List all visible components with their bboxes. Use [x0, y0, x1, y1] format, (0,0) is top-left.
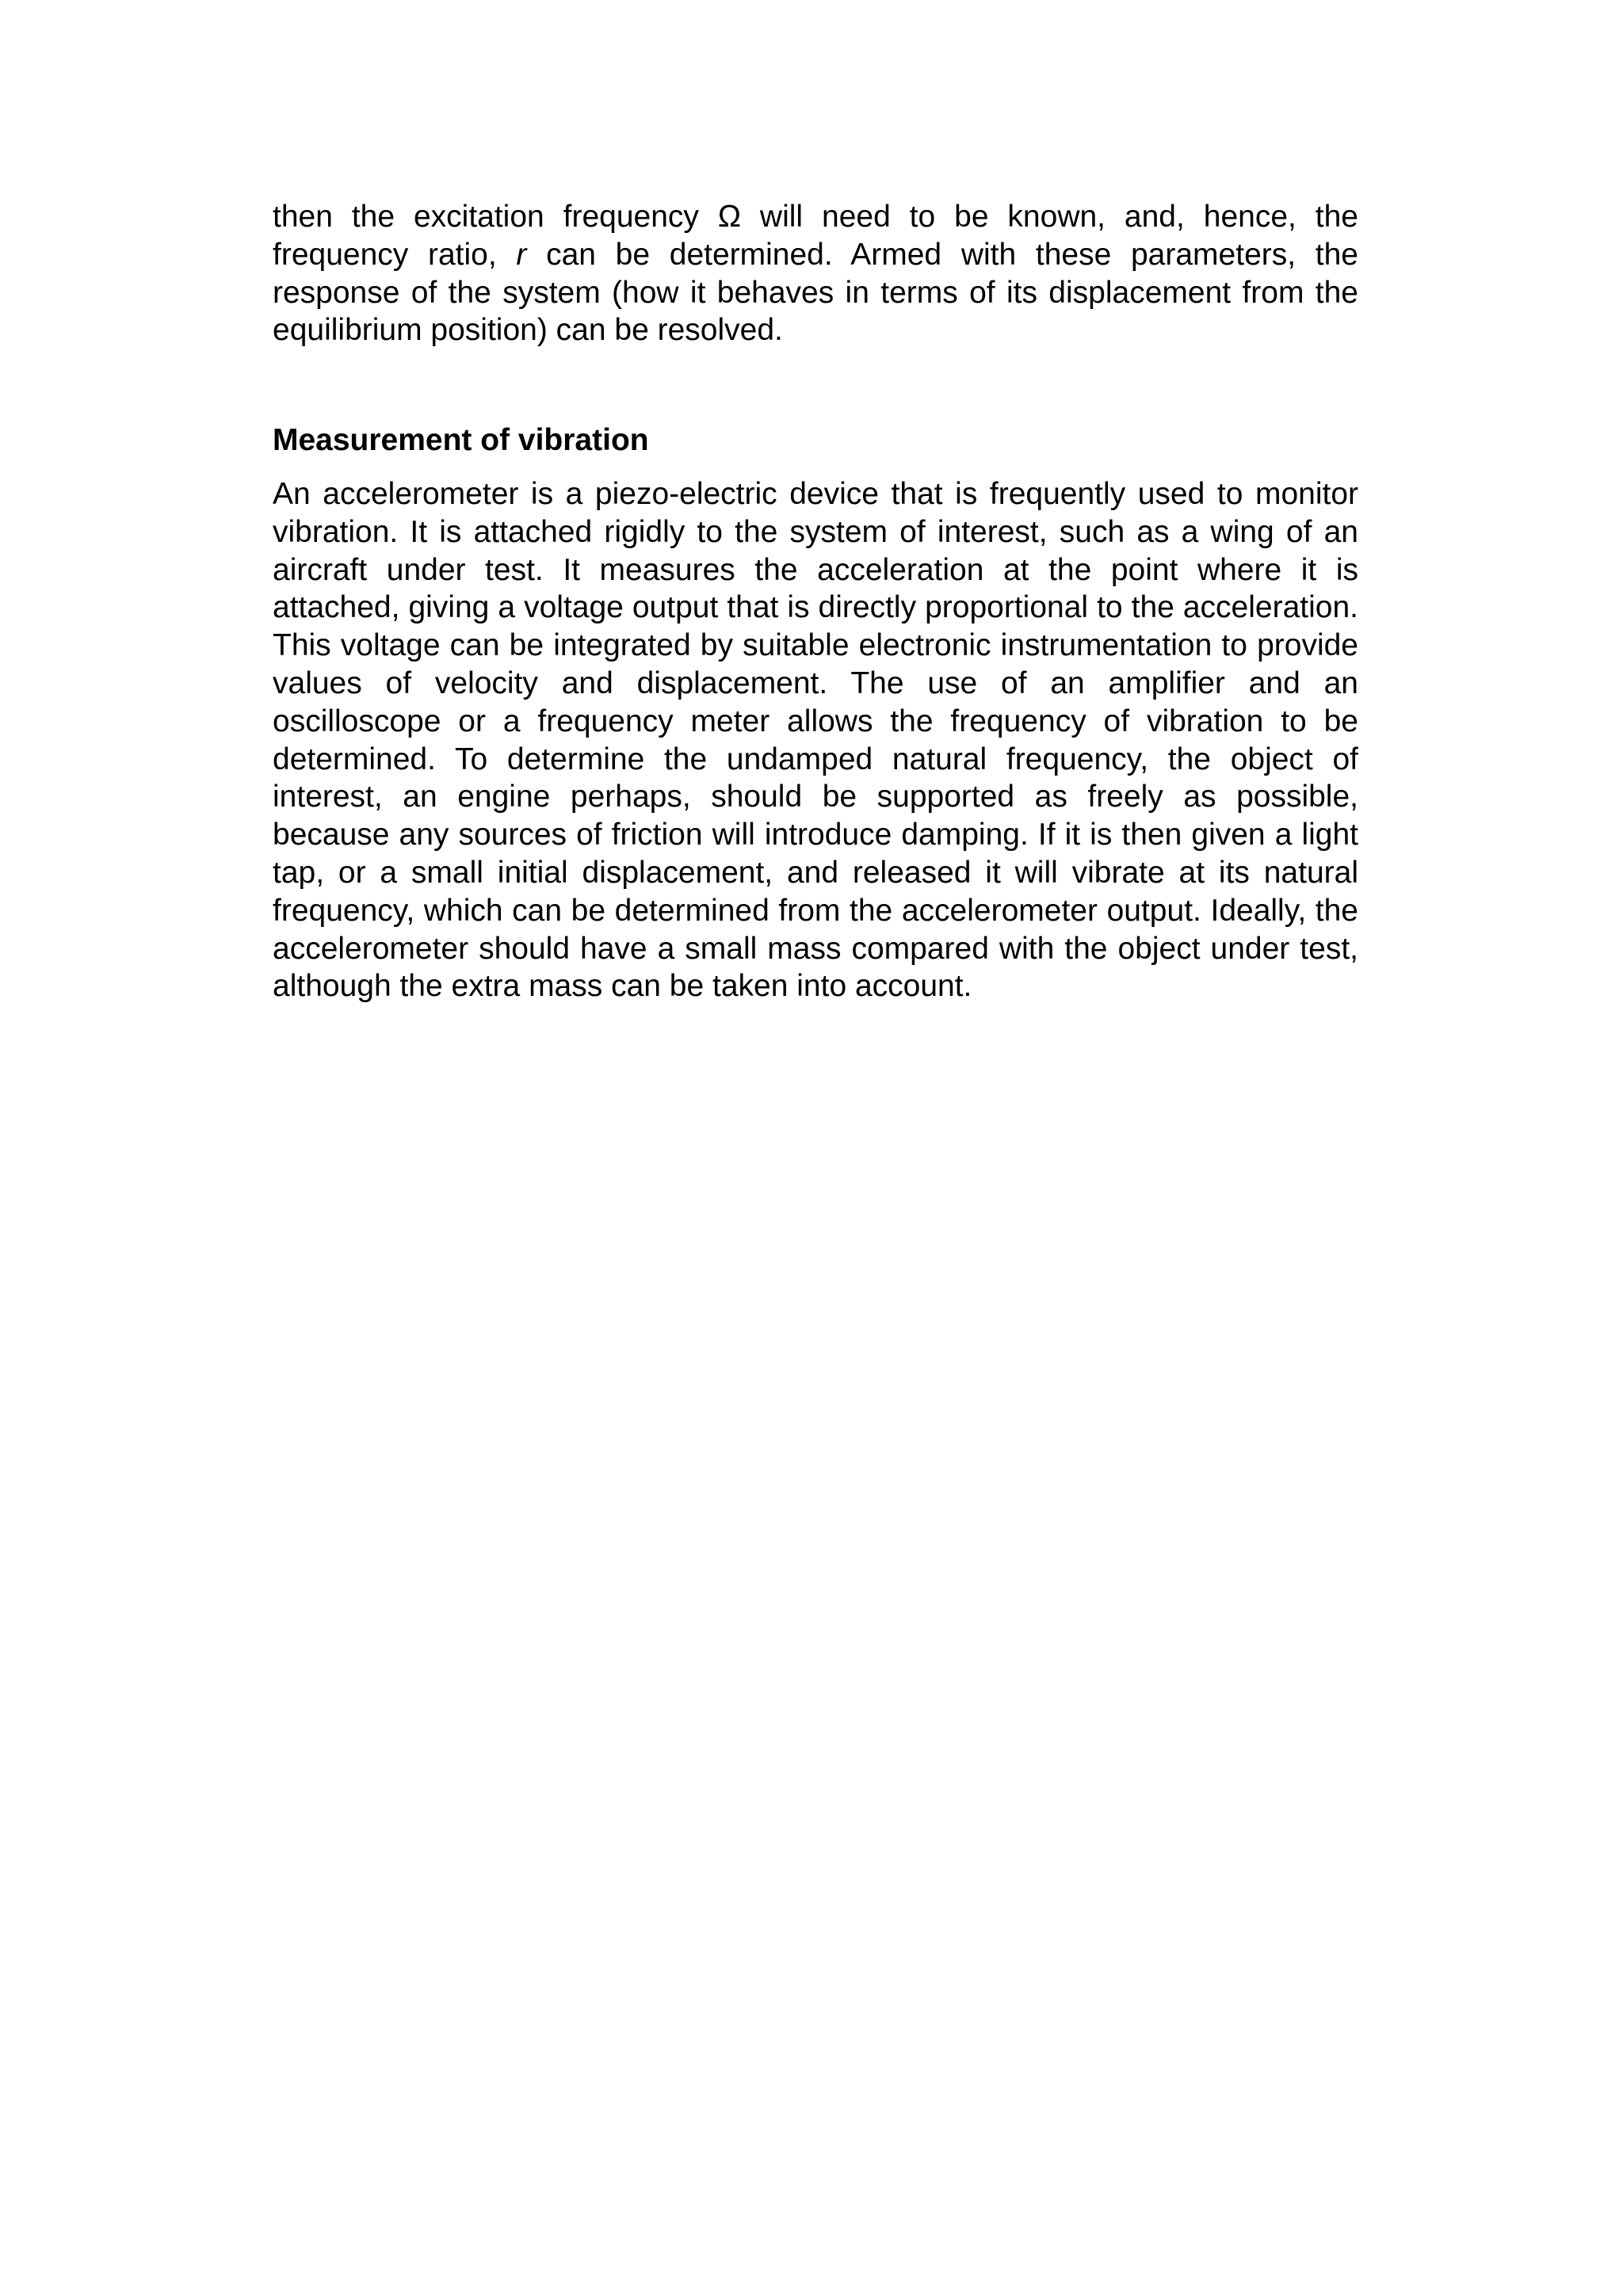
frequency-ratio-symbol: r — [516, 237, 527, 272]
paragraph-intro — [273, 198, 1358, 349]
paragraph-intro-part2: can be determined. Armed with these parameters, the response of the system (how it behaves in terms of its displacement from the equilibrium position) can be resolved. — [273, 237, 1358, 348]
paragraph-intro-part1: then the excitation frequency Ω will need to be known, and, hence, the frequency ratio, — [273, 200, 1358, 272]
section-heading: Measurement of vibration — [273, 423, 649, 457]
paragraph-measurement: An accelerometer is a piezo-electric device that is frequently used to monitor vibration. It is attached rigidly to the system of interest, such as a wing of an aircraft under test. It measures the acceleration at the point where it is attached, giving a voltage output that is directly proportional to the acceleration. This voltage can be integrated by suitable electronic instrumentation to provide values of velocity and displacement. The use of an amplifier and an oscilloscope or a frequency meter allows the frequency of vibration to be determined. To determine the undamped natural frequency, the object of interest, an engine perhaps, should be supported as freely as possible, because any sources of friction will introduce damping. If it is then given a light tap, or a small initial displacement, and released it will vibrate at its natural frequency, which can be determined from the accelerometer output. Ideally, the accelerometer should have a small mass compared with the object under test, although the extra mass can be taken into account. — [273, 477, 1358, 1004]
